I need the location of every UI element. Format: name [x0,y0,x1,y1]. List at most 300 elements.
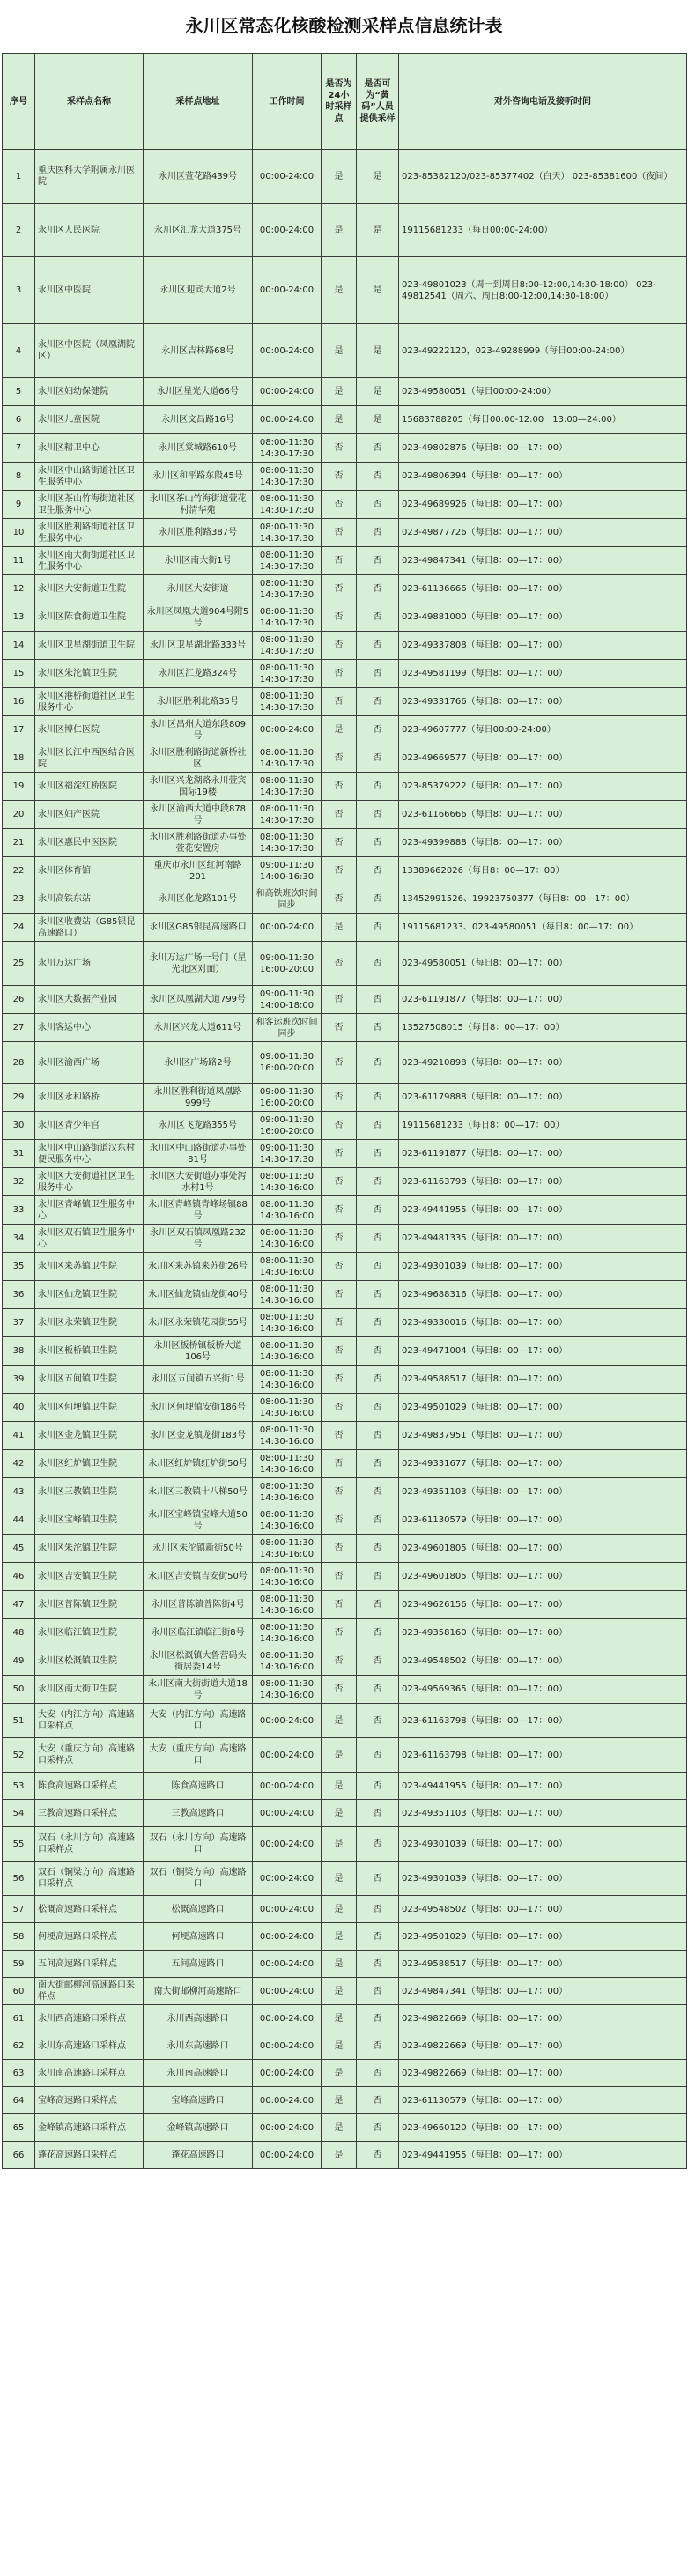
cell-address: 永川区南大街1号 [144,547,253,575]
table-row [3,632,687,660]
cell-hours: 09:00-11:30 16:00-20:00 [253,1112,322,1140]
cell-24h: 是 [322,1827,357,1862]
cell-hours: 08:00-11:30 14:30-17:30 [253,463,322,491]
cell-contact: 023-49441955（每日8：00—17：00） [399,1196,687,1225]
cell-index: 3 [3,257,35,324]
cell-yellow-code: 否 [357,1704,399,1738]
cell-contact: 023-49837951（每日8：00—17：00） [399,1422,687,1450]
cell-index: 11 [3,547,35,575]
cell-24h: 否 [322,1042,357,1084]
cell-yellow-code: 否 [357,1337,399,1366]
cell-hours: 00:00-24:00 [253,2060,322,2087]
cell-address: 永川万达广场一号门（星光北区对面） [144,942,253,986]
cell-site-name: 永川区五间镇卫生院 [35,1366,144,1394]
cell-index: 15 [3,660,35,688]
cell-yellow-code: 否 [357,519,399,547]
cell-address: 永川区双石镇凤凰路232号 [144,1225,253,1253]
cell-hours: 和高铁班次时间同步 [253,885,322,914]
table-row [3,773,687,801]
table-row [3,914,687,942]
cell-address: 永川区渝西大道中段878号 [144,801,253,829]
cell-site-name: 永川区大安街道社区卫生服务中心 [35,1168,144,1196]
cell-site-name: 永川区儿童医院 [35,406,144,434]
cell-yellow-code: 否 [357,1309,399,1337]
table-row [3,1225,687,1253]
cell-hours: 08:00-11:30 14:30-16:00 [253,1168,322,1196]
cell-yellow-code: 否 [357,491,399,519]
cell-contact: 023-61130579（每日8：00—17：00） [399,2087,687,2114]
cell-address: 永川区汇龙路324号 [144,660,253,688]
table-row [3,1309,687,1337]
table-row [3,986,687,1014]
cell-24h: 否 [322,1506,357,1535]
cell-24h: 否 [322,1309,357,1337]
cell-address: 永川区胜利路街道新桥社区 [144,744,253,773]
cell-24h: 否 [322,857,357,885]
cell-index: 45 [3,1535,35,1563]
cell-contact: 023-49847341（每日8：00—17：00） [399,547,687,575]
table-row [3,1337,687,1366]
cell-contact: 023-49660120（每日8：00—17：00） [399,2114,687,2142]
cell-site-name: 永川高铁东站 [35,885,144,914]
cell-hours: 08:00-11:30 14:30-17:30 [253,603,322,632]
header-index: 序号 [3,54,35,150]
cell-site-name: 永川区中山路街道汉东村便民服务中心 [35,1140,144,1168]
cell-yellow-code: 否 [357,744,399,773]
cell-yellow-code: 否 [357,986,399,1014]
table-row [3,2005,687,2032]
cell-address: 永川区南大街街道大道18号 [144,1676,253,1704]
cell-address: 永川区吉安镇吉安街50号 [144,1563,253,1591]
cell-index: 53 [3,1773,35,1800]
cell-site-name: 永川区精卫中心 [35,434,144,463]
cell-index: 49 [3,1647,35,1676]
cell-contact: 023-49588517（每日8：00—17：00） [399,1366,687,1394]
cell-site-name: 陈食高速路口采样点 [35,1773,144,1800]
table-row [3,575,687,603]
cell-24h: 是 [322,2087,357,2114]
cell-site-name: 永川区渝西广场 [35,1042,144,1084]
cell-contact: 023-49331677（每日8：00—17：00） [399,1450,687,1478]
cell-site-name: 永川区双石镇卫生服务中心 [35,1225,144,1253]
table-row [3,1773,687,1800]
cell-hours: 08:00-11:30 14:30-17:30 [253,801,322,829]
cell-contact: 023-49351103（每日8：00—17：00） [399,1800,687,1827]
header-yellow-code: 是否可为“黄码”人员提供采样 [357,54,399,150]
cell-contact: 023-49588517（每日8：00—17：00） [399,1951,687,1978]
cell-contact: 19115681233（每日00:00-24:00） [399,204,687,257]
table-row [3,1014,687,1042]
cell-yellow-code: 否 [357,1225,399,1253]
cell-address: 宝峰高速路口 [144,2087,253,2114]
cell-site-name: 松溉高速路口采样点 [35,1896,144,1923]
cell-yellow-code: 否 [357,2005,399,2032]
cell-index: 55 [3,1827,35,1862]
header-hours: 工作时间 [253,54,322,150]
cell-site-name: 永川区体育馆 [35,857,144,885]
cell-site-name: 永川区永和路桥 [35,1084,144,1112]
cell-24h: 否 [322,688,357,716]
table-row [3,1978,687,2005]
cell-24h: 是 [322,2142,357,2169]
cell-hours: 08:00-11:30 14:30-17:30 [253,519,322,547]
cell-24h: 否 [322,1281,357,1309]
table-row [3,378,687,406]
cell-address: 永川区来苏镇来苏街26号 [144,1253,253,1281]
cell-contact: 023-49301039（每日8：00—17：00） [399,1253,687,1281]
cell-contact: 023-49822669（每日8：00—17：00） [399,2032,687,2060]
cell-hours: 00:00-24:00 [253,204,322,257]
cell-site-name: 大安（内江方向）高速路口采样点 [35,1704,144,1738]
cell-24h: 否 [322,986,357,1014]
cell-hours: 00:00-24:00 [253,1800,322,1827]
table-row [3,801,687,829]
cell-yellow-code: 否 [357,1896,399,1923]
table-row [3,1140,687,1168]
cell-address: 永川区化龙路101号 [144,885,253,914]
cell-contact: 023-49601805（每日8：00—17：00） [399,1535,687,1563]
table-row [3,1563,687,1591]
cell-contact: 023-49580051（每日8：00—17：00） [399,942,687,986]
cell-site-name: 永川区松溉镇卫生院 [35,1647,144,1676]
table-row [3,463,687,491]
cell-index: 34 [3,1225,35,1253]
cell-index: 37 [3,1309,35,1337]
cell-yellow-code: 否 [357,547,399,575]
cell-contact: 023-61166666（每日8：00—17：00） [399,801,687,829]
cell-address: 永川区胜利街道凤凰路999号 [144,1084,253,1112]
cell-hours: 08:00-11:30 14:30-16:00 [253,1478,322,1506]
cell-yellow-code: 否 [357,1773,399,1800]
cell-site-name: 永川区仙龙镇卫生院 [35,1281,144,1309]
cell-24h: 是 [322,2060,357,2087]
table-row [3,1253,687,1281]
cell-address: 永川区板桥镇板桥大道106号 [144,1337,253,1366]
cell-address: 永川区胜利北路35号 [144,688,253,716]
cell-contact: 023-85379222（每日8：00—17：00） [399,773,687,801]
cell-contact: 023-49337808（每日8：00—17：00） [399,632,687,660]
table-row [3,716,687,744]
table-row [3,204,687,257]
cell-contact: 023-49822669（每日8：00—17：00） [399,2005,687,2032]
cell-24h: 否 [322,1253,357,1281]
cell-yellow-code: 否 [357,1676,399,1704]
cell-24h: 否 [322,1676,357,1704]
cell-contact: 023-49580051（每日00:00-24:00） [399,378,687,406]
table-row [3,1478,687,1506]
sampling-sites-table [2,53,687,2169]
cell-index: 2 [3,204,35,257]
cell-24h: 是 [322,150,357,204]
cell-24h: 否 [322,885,357,914]
cell-site-name: 永川区长江中西医结合医院 [35,744,144,773]
table-row [3,857,687,885]
cell-24h: 否 [322,1450,357,1478]
cell-hours: 08:00-11:30 14:30-16:00 [253,1253,322,1281]
cell-hours: 00:00-24:00 [253,2087,322,2114]
table-row [3,1647,687,1676]
table-row [3,547,687,575]
cell-hours: 08:00-11:30 14:30-16:00 [253,1422,322,1450]
cell-24h: 否 [322,575,357,603]
cell-yellow-code: 否 [357,1827,399,1862]
cell-index: 14 [3,632,35,660]
cell-index: 51 [3,1704,35,1738]
cell-address: 永川区广场路2号 [144,1042,253,1084]
cell-hours: 00:00-24:00 [253,914,322,942]
cell-site-name: 永川区金龙镇卫生院 [35,1422,144,1450]
table-row [3,1676,687,1704]
cell-yellow-code: 是 [357,204,399,257]
cell-hours: 08:00-11:30 14:30-16:00 [253,1366,322,1394]
cell-contact: 023-49877726（每日8：00—17：00） [399,519,687,547]
cell-hours: 08:00-11:30 14:30-16:00 [253,1394,322,1422]
table-header [3,54,687,150]
cell-hours: 09:00-11:30 14:30-17:30 [253,1140,322,1168]
cell-site-name: 永川区大数据产业园 [35,986,144,1014]
cell-site-name: 永川区来苏镇卫生院 [35,1253,144,1281]
table-row [3,1394,687,1422]
cell-hours: 08:00-11:30 14:30-16:00 [253,1450,322,1478]
cell-address: 永川东高速路口 [144,2032,253,2060]
cell-address: 金峰镇高速路口 [144,2114,253,2142]
cell-yellow-code: 否 [357,1014,399,1042]
cell-hours: 00:00-24:00 [253,1704,322,1738]
cell-contact: 023-49471004（每日8：00—17：00） [399,1337,687,1366]
cell-hours: 08:00-11:30 14:30-16:00 [253,1535,322,1563]
cell-hours: 00:00-24:00 [253,150,322,204]
cell-hours: 09:00-11:30 14:00-16:30 [253,857,322,885]
cell-index: 61 [3,2005,35,2032]
cell-address: 永川区何埂镇安街186号 [144,1394,253,1422]
cell-yellow-code: 是 [357,324,399,378]
cell-yellow-code: 否 [357,2087,399,2114]
header-site-name: 采样点名称 [35,54,144,150]
cell-address: 永川区迎宾大道2号 [144,257,253,324]
cell-yellow-code: 否 [357,1042,399,1084]
cell-contact: 023-49847341（每日8：00—17：00） [399,1978,687,2005]
cell-index: 1 [3,150,35,204]
cell-site-name: 永川区茶山竹海街道社区卫生服务中心 [35,491,144,519]
cell-contact: 023-61191877（每日8：00—17：00） [399,986,687,1014]
cell-hours: 08:00-11:30 14:30-16:00 [253,1281,322,1309]
cell-index: 39 [3,1366,35,1394]
cell-site-name: 双石（铜梁方向）高速路口采样点 [35,1862,144,1896]
cell-contact: 023-49222120，023-49288999（每日00:00-24:00） [399,324,687,378]
cell-contact: 023-61136666（每日8：00—17：00） [399,575,687,603]
table-row [3,829,687,857]
table-row [3,1923,687,1951]
cell-site-name: 永川区南大街卫生院 [35,1676,144,1704]
cell-24h: 否 [322,519,357,547]
cell-address: 何埂高速路口 [144,1923,253,1951]
cell-site-name: 永川区三教镇卫生院 [35,1478,144,1506]
cell-24h: 是 [322,1978,357,2005]
cell-site-name: 永川区朱沱镇卫生院 [35,660,144,688]
cell-hours: 09:00-11:30 16:00-20:00 [253,1042,322,1084]
cell-yellow-code: 否 [357,1168,399,1196]
cell-contact: 023-49441955（每日8：00—17：00） [399,2142,687,2169]
cell-24h: 是 [322,1800,357,1827]
cell-24h: 否 [322,1422,357,1450]
cell-yellow-code: 否 [357,1800,399,1827]
cell-address: 永川区大安街道办事处泻水村1号 [144,1168,253,1196]
cell-hours: 和客运班次时间同步 [253,1014,322,1042]
cell-hours: 00:00-24:00 [253,1827,322,1862]
cell-yellow-code: 否 [357,1738,399,1773]
cell-site-name: 永川区妇幼保健院 [35,378,144,406]
table-row [3,434,687,463]
cell-yellow-code: 否 [357,1951,399,1978]
cell-site-name: 永川区胜利路街道社区卫生服务中心 [35,519,144,547]
cell-yellow-code: 否 [357,688,399,716]
cell-index: 43 [3,1478,35,1506]
cell-yellow-code: 否 [357,1394,399,1422]
cell-24h: 否 [322,1225,357,1253]
cell-contact: 023-49689926（每日8：00—17：00） [399,491,687,519]
cell-24h: 否 [322,1112,357,1140]
cell-hours: 08:00-11:30 14:30-17:30 [253,744,322,773]
cell-24h: 是 [322,1862,357,1896]
cell-hours: 08:00-11:30 14:30-17:30 [253,773,322,801]
cell-hours: 00:00-24:00 [253,1978,322,2005]
cell-site-name: 永川区板桥镇卫生院 [35,1337,144,1366]
cell-hours: 09:00-11:30 16:00-20:00 [253,1084,322,1112]
table-row [3,1535,687,1563]
cell-hours: 00:00-24:00 [253,2114,322,2142]
cell-hours: 08:00-11:30 14:30-16:00 [253,1309,322,1337]
cell-address: 南大街邮柳河高速路口 [144,1978,253,2005]
cell-address: 永川区红炉镇红炉街50号 [144,1450,253,1478]
cell-site-name: 永川区青少年宫 [35,1112,144,1140]
cell-index: 33 [3,1196,35,1225]
cell-index: 23 [3,885,35,914]
table-row [3,2060,687,2087]
cell-address: 永川区临江镇临江街8号 [144,1619,253,1647]
cell-index: 59 [3,1951,35,1978]
cell-24h: 否 [322,1535,357,1563]
cell-index: 17 [3,716,35,744]
cell-index: 24 [3,914,35,942]
cell-yellow-code: 否 [357,1140,399,1168]
cell-index: 50 [3,1676,35,1704]
cell-site-name: 永川南高速路口采样点 [35,2060,144,2087]
cell-address: 永川区普陈镇普陈街4号 [144,1591,253,1619]
cell-site-name: 永川区宝峰镇卫生院 [35,1506,144,1535]
cell-24h: 否 [322,1478,357,1506]
cell-site-name: 永川区吉安镇卫生院 [35,1563,144,1591]
cell-24h: 否 [322,547,357,575]
cell-yellow-code: 否 [357,1978,399,2005]
table-row [3,1168,687,1196]
table-row [3,1704,687,1738]
cell-site-name: 永川客运中心 [35,1014,144,1042]
cell-24h: 否 [322,632,357,660]
cell-yellow-code: 否 [357,1862,399,1896]
cell-hours: 08:00-11:30 14:30-17:30 [253,829,322,857]
table-row [3,1112,687,1140]
cell-yellow-code: 否 [357,1084,399,1112]
cell-yellow-code: 否 [357,1591,399,1619]
cell-site-name: 永川区中山路街道社区卫生服务中心 [35,463,144,491]
cell-index: 47 [3,1591,35,1619]
cell-address: 大安（重庆方向）高速路口 [144,1738,253,1773]
cell-hours: 00:00-24:00 [253,1738,322,1773]
cell-yellow-code: 否 [357,801,399,829]
cell-hours: 08:00-11:30 14:30-16:00 [253,1676,322,1704]
table-row [3,2142,687,2169]
cell-yellow-code: 否 [357,1450,399,1478]
cell-yellow-code: 否 [357,857,399,885]
table-row [3,1896,687,1923]
cell-contact: 023-49351103（每日8：00—17：00） [399,1478,687,1506]
cell-contact: 023-49210898（每日8：00—17：00） [399,1042,687,1084]
cell-contact: 023-49501029（每日8：00—17：00） [399,1923,687,1951]
cell-yellow-code: 否 [357,2114,399,2142]
cell-address: 蓬花高速路口 [144,2142,253,2169]
cell-contact: 023-61179888（每日8：00—17：00） [399,1084,687,1112]
cell-yellow-code: 否 [357,2142,399,2169]
cell-24h: 是 [322,1923,357,1951]
cell-yellow-code: 否 [357,660,399,688]
cell-hours: 08:00-11:30 14:30-16:00 [253,1506,322,1535]
cell-index: 57 [3,1896,35,1923]
cell-address: 双石（永川方向）高速路口 [144,1827,253,1862]
table-row [3,1800,687,1827]
cell-site-name: 何埂高速路口采样点 [35,1923,144,1951]
cell-site-name: 永川区惠民中医医院 [35,829,144,857]
cell-address: 永川区松溉镇大鲁营码头街居委14号 [144,1647,253,1676]
cell-hours: 08:00-11:30 14:30-17:30 [253,575,322,603]
page-title: 永川区常态化核酸检测采样点信息统计表 [185,15,503,36]
table-row [3,603,687,632]
table-row [3,942,687,986]
cell-yellow-code: 否 [357,1506,399,1535]
cell-24h: 是 [322,1951,357,1978]
cell-index: 18 [3,744,35,773]
cell-yellow-code: 否 [357,885,399,914]
cell-contact: 023-49330016（每日8：00—17：00） [399,1309,687,1337]
table-row [3,1450,687,1478]
cell-yellow-code: 否 [357,1281,399,1309]
cell-contact: 023-49301039（每日8：00—17：00） [399,1862,687,1896]
cell-site-name: 永川区陈食街道卫生院 [35,603,144,632]
cell-24h: 否 [322,1366,357,1394]
cell-yellow-code: 否 [357,773,399,801]
cell-yellow-code: 否 [357,632,399,660]
cell-address: 永川区兴龙大道611号 [144,1014,253,1042]
cell-site-name: 永川区永荣镇卫生院 [35,1309,144,1337]
cell-24h: 否 [322,744,357,773]
cell-24h: 否 [322,1647,357,1676]
cell-yellow-code: 否 [357,1366,399,1394]
cell-contact: 023-49481335（每日8：00—17：00） [399,1225,687,1253]
cell-site-name: 永川区普陈镇卫生院 [35,1591,144,1619]
table-row [3,1951,687,1978]
cell-hours: 08:00-11:30 14:30-17:30 [253,632,322,660]
cell-contact: 13527508015（每日8：00—17：00） [399,1014,687,1042]
cell-index: 63 [3,2060,35,2087]
table-row [3,2114,687,2142]
table-row [3,885,687,914]
cell-yellow-code: 否 [357,1923,399,1951]
cell-index: 38 [3,1337,35,1366]
cell-site-name: 永川区大安街道卫生院 [35,575,144,603]
cell-24h: 否 [322,1394,357,1422]
table-row [3,2032,687,2060]
cell-yellow-code: 否 [357,2060,399,2087]
cell-hours: 00:00-24:00 [253,2142,322,2169]
